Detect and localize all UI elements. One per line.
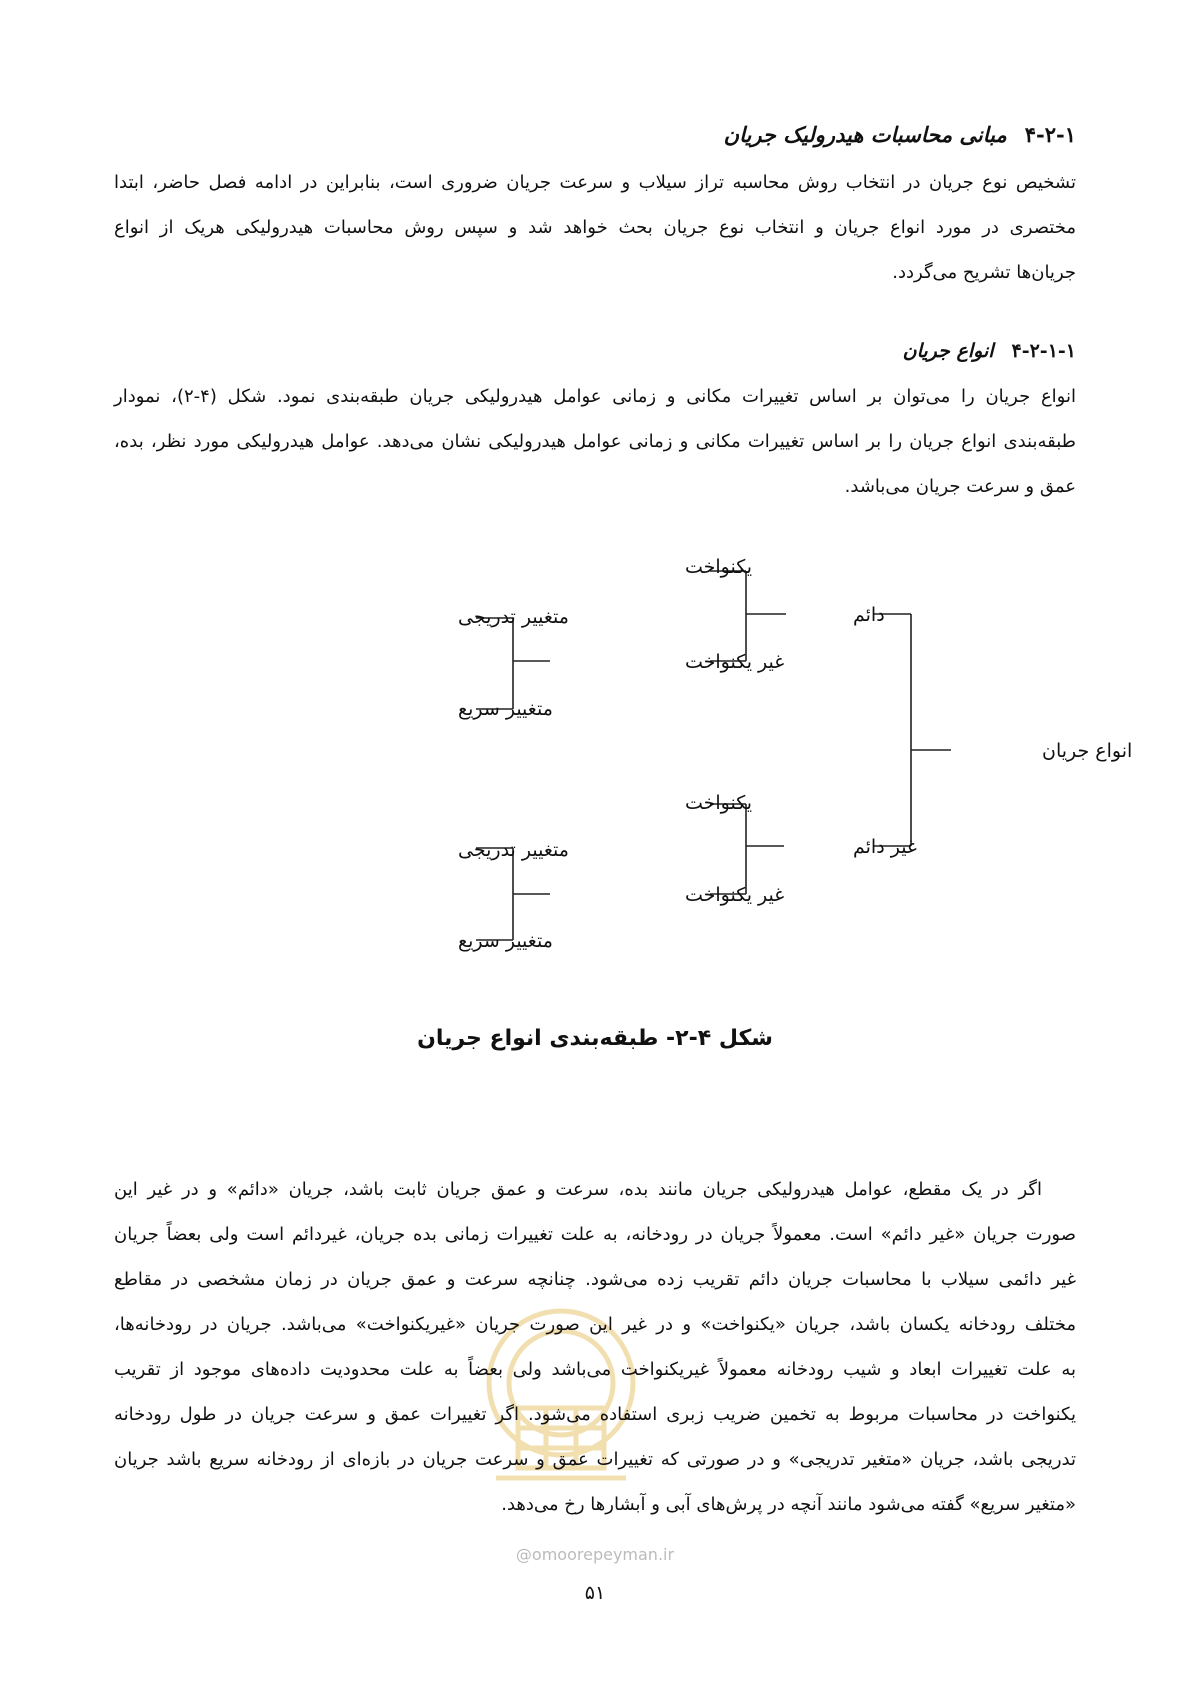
paragraph-line: مختلف رودخانه یکسان باشد، جریان «یکنواخت» و در غیر این صورت جریان «غیریکنواخت» می‌باشد. جریان در رودخانه‌ها، [114,1314,1076,1335]
subsection-paragraph [114,374,1076,509]
paragraph-line: طبقه‌بندی انواع جریان را بر اساس تغییرات مکانی و زمانی عوامل هیدرولیکی نشان می‌دهد. عوامل هیدرولیکی مورد نظر، بده، [114,431,1076,452]
subsection-title: انواع جریان [902,340,994,362]
node-rapid-b: متغییر سریع [458,930,553,952]
node-uniform-b: یکنواخت [685,792,753,814]
paragraph-line: غیر دائمی سیلاب با محاسبات جریان دائم تقریب زده می‌شود. چنانچه سرعت و عمق جریان در زمان مشخصی در مقاطع [114,1269,1076,1290]
paragraph-line: مختصری در مورد انواع جریان و انتخاب نوع جریان بحث خواهد شد و سپس روش محاسبات هیدرولیکی هریک از انواع [114,217,1076,238]
section-title: مبانی محاسبات هیدرولیک جریان [723,122,1007,147]
node-steady: دائم [853,604,885,626]
subsection-number: ۴-۲-۱-۱ [1011,340,1076,362]
section-number: ۴-۲-۱ [1024,122,1076,147]
paragraph-line: به علت تغییرات ابعاد و شیب رودخانه معمولاً غیریکنواخت می‌باشد ولی بعضاً به علت محدودیت داده‌های موجود از تقریب [114,1359,1076,1380]
paragraph-line: «متغیر سریع» گفته می‌شود مانند آنچه در پرش‌های آبی و آبشارها رخ می‌دهد. [501,1494,1076,1515]
body-paragraph [114,1167,1076,1527]
node-uniform-a: یکنواخت [685,556,753,578]
section-heading [724,122,1076,147]
paragraph-line: اگر در یک مقطع، عوامل هیدرولیکی جریان مانند بده، سرعت و عمق جریان ثابت باشد، جریان «دائم» و در غیر این [114,1179,1042,1200]
paragraph-line: جریان‌ها تشریح می‌گردد. [892,262,1076,283]
paragraph-line: صورت جریان «غیر دائم» است. معمولاً جریان در رودخانه، به علت تغییرات زمانی بده جریان، غیردائم است ولی بعضاً جریان [114,1224,1076,1245]
node-root: انواع جریان [1042,740,1133,762]
paragraph-line: تشخیص نوع جریان در انتخاب روش محاسبه تراز سیلاب و سرعت جریان ضروری است، بنابراین در ادامه فصل حاضر، ابتدا [114,172,1076,193]
section-paragraph [114,160,1076,295]
subsection-heading [903,340,1076,362]
node-rapid-a: متغییر سریع [458,698,553,720]
node-nonuniform-a: غیر یکنواخت [685,651,785,673]
figure-caption: شکل ۴-۲- طبقه‌بندی انواع جریان [417,1026,773,1051]
node-nonuniform-b: غیر یکنواخت [685,884,785,906]
paragraph-line: یکنواخت در محاسبات مربوط به تخمین ضریب زبری استفاده می‌شود. اگر تغییرات عمق و سرعت جریان در طول رودخانه [114,1404,1076,1425]
paragraph-line: عمق و سرعت جریان می‌باشد. [844,476,1076,497]
page-number: ۵۱ [584,1582,606,1604]
watermark-site: @omoorepeyman.ir [515,1545,675,1564]
node-unsteady: غیر دائم [853,836,917,858]
diagram-connectors [476,571,951,940]
paragraph-line: تدریجی باشد، جریان «متغیر تدریجی» و در صورتی که تغییرات عمق و سرعت جریان در بازه‌ای از رودخانه سریع باشد جریان [114,1449,1076,1470]
paragraph-line: انواع جریان را می‌توان بر اساس تغییرات مکانی و زمانی عوامل هیدرولیکی جریان طبقه‌بندی نمود. شکل (۴-۲)، نمودار [114,386,1076,407]
node-gradual-a: متغییر تدریجی [458,606,569,628]
node-gradual-b: متغییر تدریجی [458,839,569,861]
